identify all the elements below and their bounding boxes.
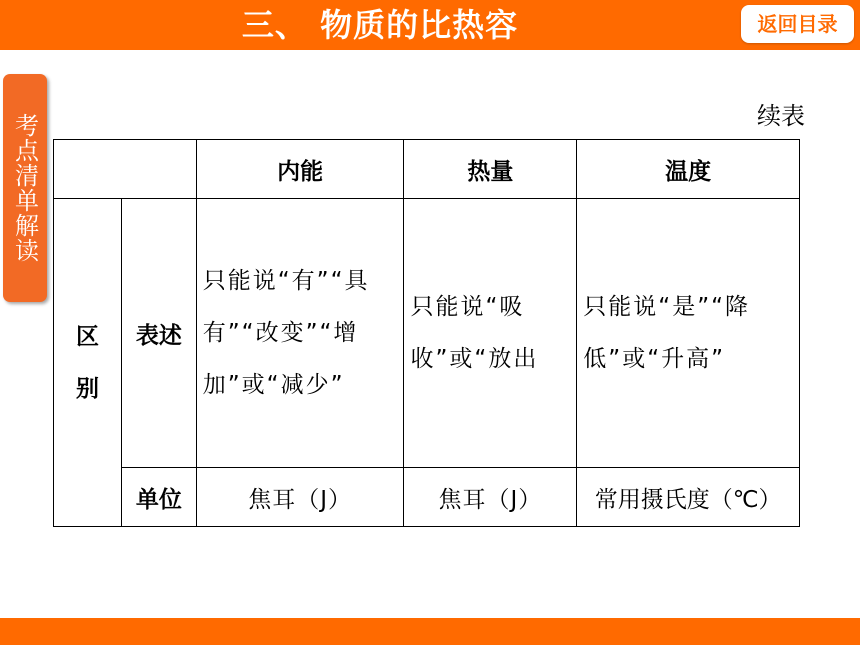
back-to-contents-button[interactable]: 返回目录 — [741, 5, 854, 43]
page-title: 三、 物质的比热容 — [241, 6, 519, 44]
row-label: 表述 — [121, 199, 196, 468]
bottom-banner — [0, 618, 860, 645]
table-header-row — [54, 140, 800, 199]
table-row — [54, 199, 800, 468]
table-header-cell: 热量 — [404, 140, 577, 199]
table-cell: 只能说“有”“具有”“改变”“增加”或“减少” — [196, 199, 404, 468]
row-label: 单位 — [121, 468, 196, 527]
table-cell: 只能说“吸收”或“放出 — [404, 199, 577, 468]
table-cell: 只能说“是”“降低”或“升高” — [577, 199, 800, 468]
table-cell: 常用摄氏度（℃） — [577, 468, 800, 527]
table-continued-label: 续表 — [757, 102, 805, 130]
table-cell: 焦耳（J） — [196, 468, 404, 527]
table-header-cell: 温度 — [577, 140, 800, 199]
side-tab-key-points[interactable]: 考点清单解读 — [3, 74, 47, 302]
table-header-cell: 内能 — [196, 140, 404, 199]
table-row — [54, 468, 800, 527]
table-header-cell — [54, 140, 197, 199]
table-cell: 焦耳（J） — [404, 468, 577, 527]
row-group-label: 区别 — [54, 199, 122, 527]
comparison-table — [53, 139, 800, 527]
